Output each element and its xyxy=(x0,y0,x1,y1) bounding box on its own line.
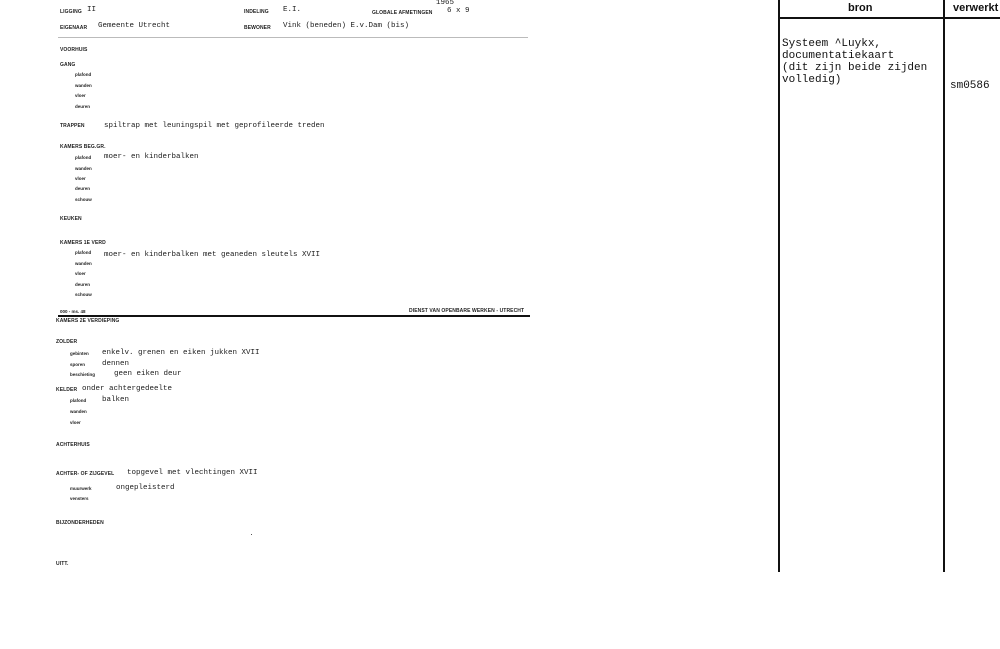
column-header-bron: bron xyxy=(848,2,873,14)
kamers-1e-schouw-label: schouw xyxy=(75,292,92,297)
achter-vensters-label: vensters xyxy=(70,496,89,501)
achter-zijgevel-label: ACHTER- OF ZIJGEVEL xyxy=(56,471,115,477)
gang-plafond-label: plafond xyxy=(75,72,92,77)
zolder-sporen-label: sporen xyxy=(70,362,86,367)
bewoner-label: BEWONER xyxy=(244,25,271,31)
kamers-1e-plafond-value: moer- en kinderbalken met geaneden sleutels XVII xyxy=(104,251,321,259)
table-header-bottom-border xyxy=(778,17,1000,19)
kamers-1e-plafond-label: plafond xyxy=(75,250,92,255)
bewoner-value: Vink (beneden) E.v.Dam (bis) xyxy=(283,22,410,30)
indeling-value: E.I. xyxy=(283,6,302,14)
bron-cell-text: Systeem ^Luykx, documentatiekaart (dit zijn beide zijden volledig) xyxy=(782,38,928,86)
kelder-wanden-label: wanden xyxy=(70,409,87,414)
kamers-1e-deuren-label: deuren xyxy=(75,282,91,287)
ligging-label: LIGGING xyxy=(60,9,82,15)
bijzonderheden-label: BIJZONDERHEDEN xyxy=(56,520,104,526)
zolder-label: ZOLDER xyxy=(56,339,78,345)
kamers-beg-label: KAMERS BEG.GR. xyxy=(60,144,106,150)
kamers-2e-label: KAMERS 2E VERDIEPING xyxy=(56,318,120,324)
kamers-1e-wanden-label: wanden xyxy=(75,261,92,266)
zolder-gebinten-label: gebinten xyxy=(70,351,89,356)
eigenaar-label: EIGENAAR xyxy=(60,25,88,31)
kelder-vloer-label: vloer xyxy=(70,420,81,425)
achterhuis-label: ACHTERHUIS xyxy=(56,442,90,448)
zolder-beschieting-label: beschieting xyxy=(70,372,96,377)
uitt-label: UITT. xyxy=(56,561,69,567)
column-header-verwerkt: verwerkt xyxy=(953,2,999,14)
kelder-value: onder achtergedeelte xyxy=(82,385,173,393)
gang-vloer-label: vloer xyxy=(75,93,86,98)
trappen-value: spiltrap met leuningspil met geprofileerde treden xyxy=(104,122,325,130)
page-break-line xyxy=(58,315,530,317)
gang-deuren-label: deuren xyxy=(75,104,91,109)
gang-label: GANG xyxy=(60,62,76,68)
form-number: 000 - ms. 48 xyxy=(60,309,86,314)
top-right-partial-year: 1965 xyxy=(436,0,455,7)
kamers-1e-label: KAMERS 1E VERD xyxy=(60,240,106,246)
zolder-sporen-value: dennen xyxy=(102,360,130,368)
zolder-beschieting-value: geen eiken deur xyxy=(114,370,182,378)
verwerkt-cell-text: sm0586 xyxy=(950,80,990,92)
issuer-footer: DIENST VAN OPENBARE WERKEN - UTRECHT xyxy=(409,308,525,314)
gang-wanden-label: wanden xyxy=(75,83,92,88)
ligging-value: II xyxy=(87,6,97,14)
kamers-beg-deuren-label: deuren xyxy=(75,186,91,191)
keuken-label: KEUKEN xyxy=(60,216,82,222)
kamers-beg-vloer-label: vloer xyxy=(75,176,86,181)
kamers-beg-schouw-label: schouw xyxy=(75,197,92,202)
achter-zijgevel-value: topgevel met vlechtingen XVII xyxy=(127,469,258,477)
kamers-1e-vloer-label: vloer xyxy=(75,271,86,276)
voorhuis-label: VOORHUIS xyxy=(60,47,88,53)
globale-afmetingen-value: 6 x 9 xyxy=(447,7,470,15)
globale-afmetingen-label: GLOBALE AFMETINGEN xyxy=(372,10,433,16)
achter-muurwerk-value: ongepleisterd xyxy=(116,484,175,492)
trappen-label: TRAPPEN xyxy=(60,123,85,129)
speck-mark xyxy=(251,534,252,535)
kelder-plafond-label: plafond xyxy=(70,398,87,403)
header-divider xyxy=(58,37,528,38)
achter-muurwerk-label: muurwerk xyxy=(70,486,92,491)
kamers-beg-wanden-label: wanden xyxy=(75,166,92,171)
kamers-beg-plafond-value: moer- en kinderbalken xyxy=(104,153,199,161)
eigenaar-value: Gemeente Utrecht xyxy=(98,22,171,30)
kelder-plafond-value: balken xyxy=(102,396,130,404)
kelder-label: KELDER xyxy=(56,387,78,393)
table-column-divider xyxy=(943,0,945,572)
indeling-label: INDELING xyxy=(244,9,269,15)
zolder-gebinten-value: enkelv. grenen en eiken jukken XVII xyxy=(102,349,260,357)
table-left-border xyxy=(778,0,780,572)
kamers-beg-plafond-label: plafond xyxy=(75,155,92,160)
